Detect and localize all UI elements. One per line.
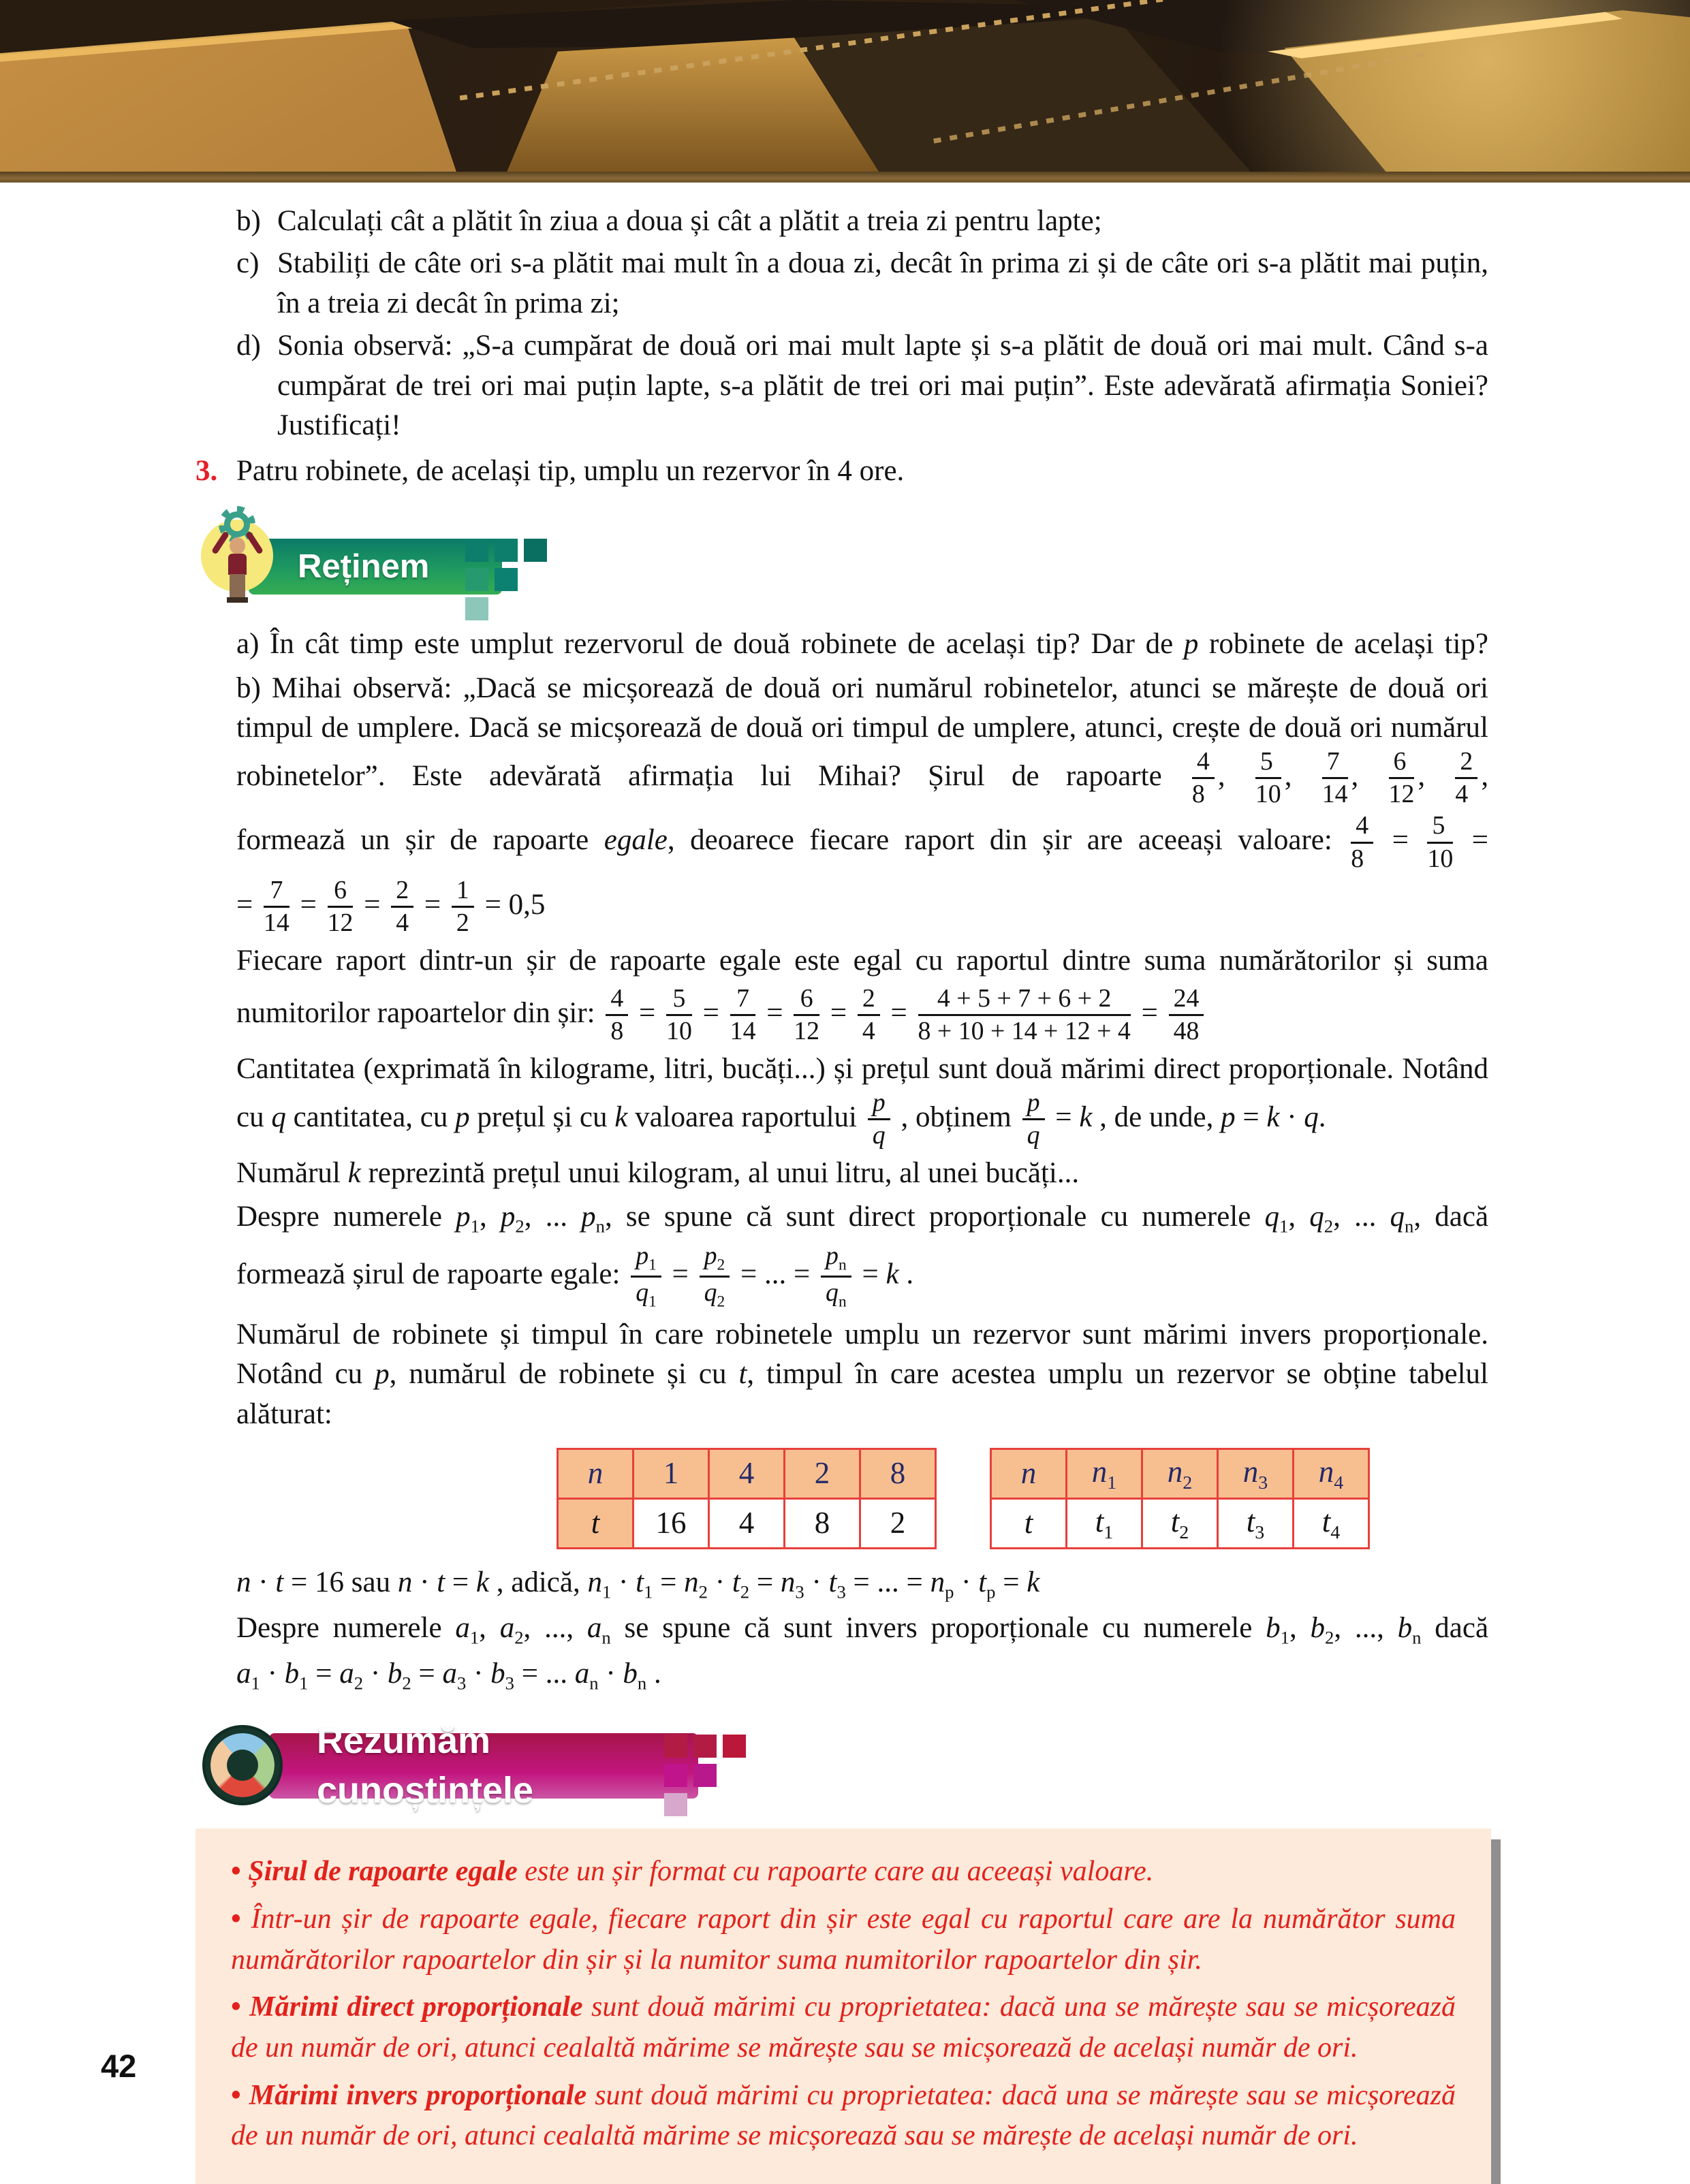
table-header-cell: $n_1$ — [1067, 1449, 1142, 1499]
summary-bullet: • Într-un șir de rapoarte egale, fiecare raport din șir este egal cu raportul care are la numărător suma numărătorilor rapoartelor din șir și la numitor suma numitorilor rapoartelor din șir. — [231, 1903, 1456, 1976]
pixel-square — [465, 568, 488, 591]
item-marker: d) — [236, 330, 261, 362]
retinem-pixel-squares — [465, 539, 547, 620]
paragraph: a) În cât timp este umplut rezervorul de două robinete de același tip? Dar de p robinete de același tip? — [236, 628, 1488, 661]
fraction: $\frac{4}{8}$ — [606, 985, 628, 1045]
proportion-table — [557, 1448, 937, 1549]
pixel-square — [664, 1764, 687, 1787]
page-number: 42 — [101, 2048, 137, 2084]
table-header-cell: n — [558, 1449, 633, 1499]
table-header-cell: $n_3$ — [1218, 1449, 1294, 1499]
item-text: Stabiliți de câte ori s-a plătit mai mult în a doua zi, decât în prima zi și de câte ori s-a plătit mai puțin, în a treia zi decât în prima zi; — [277, 247, 1488, 319]
fraction: $\frac{p}{q}$ — [868, 1090, 890, 1150]
paragraph: Cantitatea (exprimată în kilograme, litri, bucăți...) și prețul sunt două mărimi direct proporționale. Notând cu q cantitatea, cu p prețul și cu k valoarea raportului $\frac{p}{q}$ , obținem $\frac{p}{q}$ = k , de unde, p = k · q. — [236, 1053, 1488, 1150]
item-text: Calculați cât a plătit în ziua a doua și cât a plătit a treia zi pentru lapte; — [277, 205, 1102, 237]
table-header-cell: $n_2$ — [1142, 1449, 1218, 1499]
paragraph: Despre numerele $a_1$, $a_2$, ..., $a_n$ se spune că sunt invers proporționale cu numerele $b_1$, $b_2$, ..., $b_n$ dacă — [236, 1611, 1489, 1648]
fraction: $\frac{p_n}{q_n}$ — [821, 1243, 851, 1310]
fraction: $\frac{p}{q}$ — [1022, 1090, 1045, 1150]
retinem-bar — [249, 539, 502, 595]
rezumam-pixel-squares — [664, 1735, 746, 1816]
fraction: $\frac{7}{14}$ — [264, 875, 290, 938]
recycle-ring — [210, 1733, 275, 1797]
paragraph: Numărul k reprezintă prețul unui kilogram, al unui litru, al unei bucăți... — [236, 1156, 1080, 1189]
fraction: $\frac{2}{4}$ — [858, 985, 880, 1045]
problem-list — [195, 202, 1488, 491]
table-header-cell: 1 — [633, 1449, 709, 1499]
page-content — [0, 183, 1690, 2184]
fraction: $\frac{p_1}{q_1}$ — [631, 1243, 661, 1310]
table-cell: $t_2$ — [1142, 1499, 1218, 1549]
pixel-square — [524, 539, 547, 562]
table-header-cell: 8 — [860, 1449, 936, 1499]
header-art-glow — [0, 0, 1690, 172]
pixel-square — [465, 597, 488, 620]
fraction: $\frac{5}{10}$ — [1427, 811, 1454, 873]
table-cell: $t_1$ — [1067, 1499, 1142, 1549]
person-head — [230, 537, 245, 554]
summary-box — [195, 1829, 1491, 2183]
fraction: $\frac{6}{12}$ — [794, 983, 820, 1046]
bullet-dot: • — [231, 1856, 241, 1888]
header-photo-golden-cubes — [0, 0, 1690, 172]
table-cell: t — [558, 1499, 633, 1549]
retinem-label: Reținem — [298, 548, 430, 585]
table-header-cell: $n_4$ — [1294, 1449, 1369, 1499]
table-cell: 16 — [633, 1499, 709, 1549]
retinem-section — [236, 624, 1488, 1695]
person-lifting-gear-icon — [201, 520, 273, 592]
table-header-cell: 2 — [785, 1449, 860, 1499]
table-cell: 8 — [785, 1499, 860, 1549]
fraction: $\frac{p_2}{q_2}$ — [700, 1243, 730, 1310]
paragraph: $a_1 \cdot b_1 = a_2 \cdot b_2 = a_3 \cdot b_3$ = ... $a_n \cdot b_n$ . — [236, 1657, 661, 1694]
person-legs — [230, 574, 245, 599]
proportion-table — [990, 1448, 1370, 1549]
fraction: $\frac{4 + 5 + 7 + 6 + 2}{8 + 10 + 14 + 12 + 4}$ — [918, 983, 1131, 1046]
paragraph: numitorilor rapoartelor din șir: $\frac{4}{8}$ = $\frac{5}{10}$ = $\frac{7}{14}$ = $\frac{6}{12}$ = $\frac{2}{4}$ = $\frac{4 + 5 + 7 + 6 + 2}{8 + 10 + 14 + 12 + 4}$ = $\frac{24}{48}$ — [236, 985, 1488, 1045]
person-torso — [228, 554, 247, 575]
pixel-square — [664, 1735, 687, 1758]
fraction: $\frac{2}{4}$ — [391, 877, 413, 937]
fraction: $\frac{7}{14}$ — [1321, 746, 1348, 809]
table-header-cell: n — [991, 1449, 1067, 1499]
paragraph: Despre numerele $p_1$, $p_2$, ... $p_n$, se spune că sunt direct proporționale cu numerele $q_1$, $q_2$, ... $q_n$, dacă — [236, 1201, 1489, 1237]
table-cell: $t_4$ — [1294, 1499, 1369, 1549]
summary-bullet: • Mărimi direct proporționale sunt două mărimi cu proprietatea: dacă una se mărește sau se micșorează de un număr de ori, atunci cealaltă mărime se mărește sau se micșorează de același număr de ori. — [231, 1991, 1456, 2063]
paragraph: Fiecare raport dintr-un șir de rapoarte egale este egal cu raportul dintre suma numărătorilor și suma — [236, 945, 1488, 977]
table-cell: $t_3$ — [1218, 1499, 1294, 1549]
pixel-square — [723, 1735, 746, 1758]
item-text: Sonia observă: „S-a cumpărat de două ori mai mult lapte și s-a plătit de două ori mai mult. Când s-a cumpărat de trei ori mai puțin lapte, s-a plătit de trei ori mai puțin”. Este adevărată afirmația Soniei? Justificați! — [277, 330, 1488, 442]
person-feet — [227, 597, 248, 603]
pixel-square — [465, 539, 488, 562]
fraction: $\frac{7}{14}$ — [730, 983, 756, 1046]
summary-bullet: • Mărimi invers proporționale sunt două mărimi cu proprietatea: dacă una se mărește sau se micșorează de un număr de ori, atunci cealaltă mărime se micșorează sau se mărește de același număr de ori. — [231, 2079, 1456, 2152]
table-header-cell: 4 — [709, 1449, 785, 1499]
retinem-badge — [236, 509, 1488, 611]
recycle-arrows-icon — [202, 1725, 283, 1805]
item-marker: b) — [236, 205, 261, 237]
rezumam-badge — [236, 1720, 1488, 1815]
paragraph: Numărul de robinete și timpul în care robinetele umplu un rezervor sunt mărimi invers proporționale. Notând cu p, numărul de robinete și cu t, timpul în care acestea umplu un rezervor se obține tabelul alăturat: — [236, 1318, 1488, 1430]
pixel-square — [495, 539, 518, 562]
problem-item — [236, 202, 1488, 241]
pixel-square — [664, 1793, 687, 1816]
fraction: $\frac{2}{4}$ — [1455, 748, 1477, 808]
summary-bullet: • Șirul de rapoarte egale este un șir format cu rapoarte care au aceeași valoare. — [231, 1856, 1154, 1888]
item-marker: c) — [236, 247, 260, 280]
paragraph: b) Mihai observă: „Dacă se micșorează de două ori numărul robinetelor, atunci se mărește de două ori timpul de umplere. Dacă se micșorează de două ori timpul de umplere, atunci, crește de două ori numărul robinetelor”. Este adevărată afirmația lui Mihai? Șirul de rapoarte $\frac{4}{8}$ , $\frac{5}{10}$ , $\frac{7}{14}$ , $\frac{6}{12}$ , $\frac{2}{4}$ , — [236, 671, 1489, 809]
paragraph: formează un șir de rapoarte egale, deoarece fiecare raport din șir are aceeași valoare: $\frac{4}{8}$ = $\frac{5}{10}$ = — [236, 811, 1488, 873]
fraction: $\frac{4}{8}$ — [1192, 748, 1215, 808]
rezumam-label: Rezumăm cunoștințele — [317, 1720, 534, 1811]
problem-item-3 — [195, 452, 1488, 491]
tables-row — [557, 1448, 1488, 1549]
fraction: $\frac{6}{12}$ — [327, 875, 354, 938]
paragraph: formează șirul de rapoarte egale: $\frac{p_1}{q_1}$ = $\frac{p_2}{q_2}$ = ... = $\frac{p_n}{q_n}$ = k . — [236, 1241, 914, 1312]
pixel-square — [693, 1735, 717, 1758]
table-cell: t — [991, 1499, 1067, 1549]
fraction: $\frac{5}{10}$ — [1255, 746, 1281, 809]
pixel-square — [495, 568, 518, 591]
table-cell: 4 — [709, 1499, 785, 1549]
fraction: $\frac{1}{2}$ — [452, 877, 474, 937]
rezumam-bar — [269, 1720, 698, 1811]
item-number: 3. — [195, 454, 218, 487]
bullet-dot: • — [231, 1991, 241, 2023]
header-divider-strip — [0, 172, 1690, 183]
paragraph: = $\frac{7}{14}$ = $\frac{6}{12}$ = $\frac{2}{4}$ = $\frac{1}{2}$ = 0,5 — [236, 875, 546, 938]
fraction: $\frac{5}{10}$ — [666, 983, 692, 1046]
fraction: $\frac{24}{48}$ — [1169, 985, 1204, 1045]
pixel-square — [693, 1764, 717, 1787]
table-cell: 2 — [860, 1499, 936, 1549]
fraction: $\frac{6}{12}$ — [1388, 746, 1415, 809]
bullet-dot: • — [231, 2079, 241, 2111]
bullet-dot: • — [231, 1903, 241, 1935]
paragraph: n · t = 16 sau n · t = k , adică, $n_1 \cdot t_1 = n_2 \cdot t_2 = n_3 \cdot t_3$ = ... = $n_p \cdot t_p = k$ — [236, 1566, 1040, 1602]
fraction: $\frac{4}{8}$ — [1351, 812, 1373, 872]
item-text: Patru robinete, de același tip, umplu un rezervor în 4 ore. — [236, 454, 905, 487]
problem-item — [236, 326, 1488, 445]
problem-item — [236, 244, 1488, 323]
